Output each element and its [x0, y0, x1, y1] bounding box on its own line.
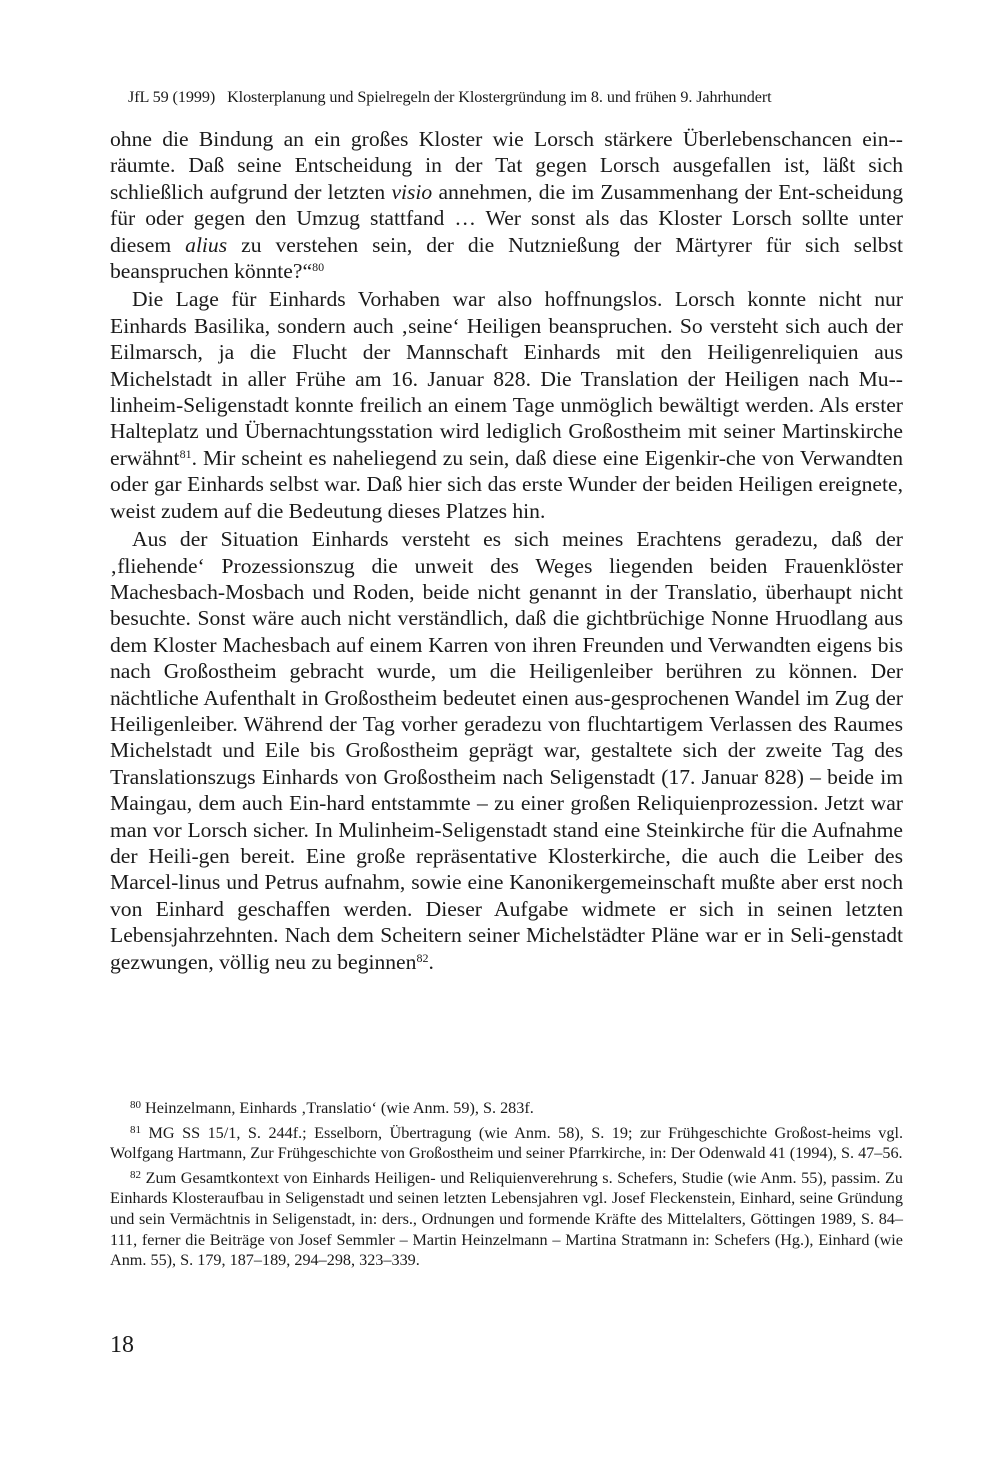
text-run: Aus der Situation Einhards versteht es sich meines Erachtens geradezu, daß der ‚fliehende‘ Prozessionszug die unweit des Weges liegenden beiden Frauenklöster Machesbach-Mosbach und Roden, beide nicht genannt in der Translatio, überhaupt nicht besuchte. Sonst wäre auch nicht verständlich, daß die gichtbrüchige Nonne Hruodlang aus dem Kloster Machesbach auf einem Karren von ihren Freunden und Verwandten eigens bis nach Großostheim gebracht wurde, um die Heiligenleiber berühren zu können. Der nächtliche Aufenthalt in Großostheim bedeutet einen aus-gesprochenen Wandel im Zug der Heiligenleiber. Während der Tag vorher geradezu von fluchtartigem Verlassen des Raumes Michelstadt und Eile bis Großostheim geprägt war, gestaltete sich der zweite Tag des Translationszugs Einhards von Großostheim nach Seligenstadt (17. Januar 828) – beide im Maingau, dem auch Ein-hard entstammte – zu einer großen Reliquienprozession. Jetzt war man vor Lorsch sicher. In Mulinheim-Seligenstadt stand eine Steinkirche für die Aufnahme der Heili-gen bereit. Eine große repräsentative Klosterkirche, die auch die Leiber des Marcel-linus und Petrus aufnahm, sowie eine Kanonikergemeinschaft mußte aber erst noch von Einhard geschaffen werden. Dieser Aufgabe widmete er sich in seinen letzten Lebensjahrzehnten. Nach dem Scheitern seiner Michelstädter Pläne war er in Seli-genstadt gezwungen, völlig neu zu beginnen: [110, 527, 903, 974]
running-header: [128, 88, 888, 107]
footnote-text: Heinzelmann, Einhards ‚Translatio‘ (wie Anm. 59), S. 283f.: [145, 1099, 534, 1117]
italic-term: visio: [391, 179, 433, 204]
footnote-82: [110, 1168, 903, 1271]
running-title: Klosterplanung und Spielregeln der Klostergründung im 8. und frühen 9. Jahrhundert: [227, 88, 772, 106]
footnote-number: 80: [130, 1099, 141, 1111]
paragraph-2: [110, 286, 903, 524]
text-run: ohne die Bindung an ein großes Kloster wie Lorsch stärkere Überlebenschancen ein-räumte. Daß seine Entscheidung in der Tat gegen Lorsch ausgefallen ist, läßt sich schließlich aufgrund der letzten: [110, 127, 903, 204]
text-run: . Mir scheint es naheliegend zu sein, daß diese eine Eigenkir-che von Verwandten oder gar Einhards selbst war. Daß hier sich das erste Wunder der beiden Heiligen ereignete, weist zudem auf die Bedeutung dieses Platzes hin.: [110, 445, 903, 523]
italic-term: alius: [185, 232, 228, 257]
footnote-reference: 81: [179, 446, 192, 461]
footnote-80: [110, 1098, 903, 1119]
text-run: Die Lage für Einhards Vorhaben war also hoffnungslos. Lorsch konnte nicht nur Einhards Basilika, sondern auch ‚seine‘ Heiligen beanspruchen. So versteht sich auch der Eilmarsch, ja die Flucht der Mannschaft Einhards mit den Heiligenreliquien aus Michelstadt in aller Frühe am 16. Januar 828. Die Translation der Heiligen nach Mu-linheim-Seligenstadt konnte freilich an einem Tage unmöglich bewältigt werden. Als erster Halteplatz und Übernachtungsstation wird lediglich Großostheim mit seiner Martinskirche erwähnt: [110, 287, 903, 470]
text-run: annehmen, die im Zusammenhang der Ent-scheidung für oder gegen den Umzug stattfand … Wer sonst als das Kloster Lorsch sollte unter diesem: [110, 179, 903, 257]
journal-reference: JfL 59 (1999): [128, 88, 216, 106]
footnote-reference: 80: [312, 260, 325, 275]
page-number: 18: [110, 1332, 134, 1358]
footnote-text: Zum Gesamtkontext von Einhards Heiligen- und Reliquienverehrung s. Schefers, Studie (wie Anm. 55), passim. Zu Einhards Klosteraufbau in Seligenstadt und seinen letzten Lebensjahren vgl. Josef Fleckenstein, Einhard, seine Gründung und sein Vermächtnis in Seligenstadt, in: ders., Ordnungen und formende Kräfte des Mittelalters, Göttingen 1989, S. 84–111, ferner die Beiträge von Josef Semmler – Martin Heinzelmann – Martina Stratmann in: Schefers (Hg.), Einhard (wie Anm. 55), S. 179, 187–189, 294–298, 323–339.: [110, 1168, 904, 1270]
text-run: zu verstehen sein, der die Nutznießung der Märtyrer für sich selbst beanspruchen könnte?“: [110, 232, 903, 284]
footnote-reference: 82: [416, 950, 429, 965]
text-run: .: [428, 949, 434, 974]
body-text: [110, 126, 903, 975]
footnote-number: 81: [130, 1123, 141, 1136]
footnote-81: [110, 1123, 903, 1164]
footnote-number: 82: [130, 1168, 141, 1181]
footnotes: [110, 1098, 903, 1275]
footnote-text: MG SS 15/1, S. 244f.; Esselborn, Übertragung (wie Anm. 58), S. 19; zur Frühgeschichte Großost-heims vgl. Wolfgang Hartmann, Zur Frühgeschichte von Großostheim und seiner Pfarrkirche, in: Der Odenwald 41 (1994), S. 47–56.: [110, 1123, 903, 1163]
paragraph-1: [110, 126, 903, 284]
paragraph-3: [110, 526, 903, 975]
